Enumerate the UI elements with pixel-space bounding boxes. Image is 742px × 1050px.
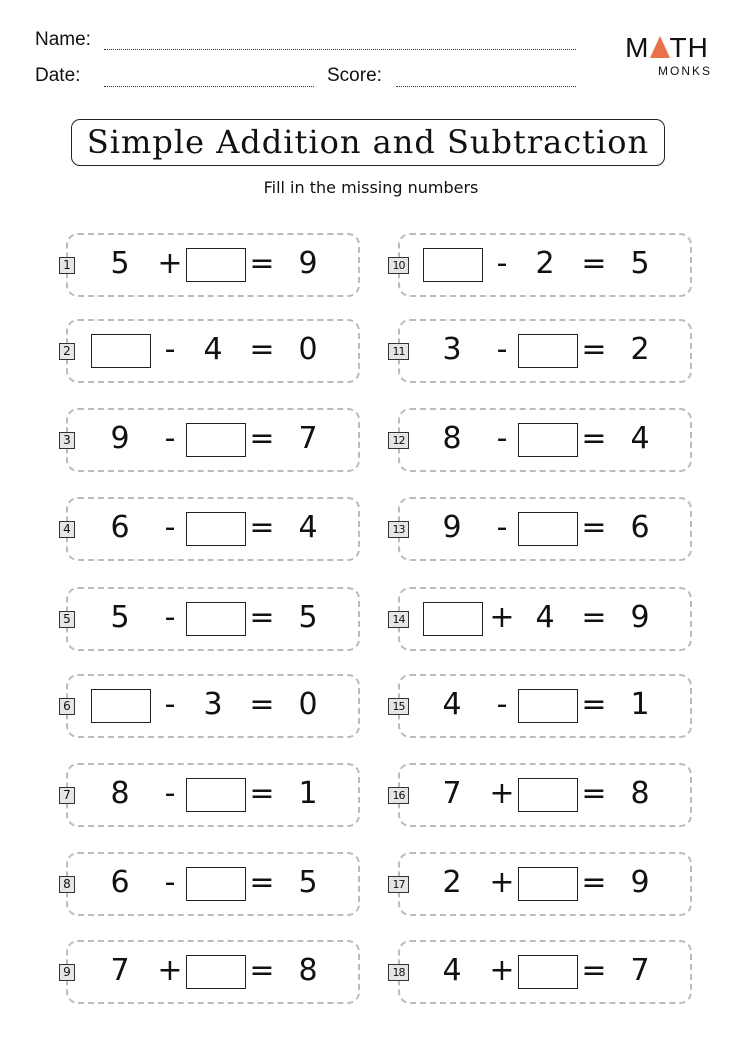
logo-text-monks: MONKS — [657, 64, 712, 78]
answer-box[interactable] — [518, 423, 578, 457]
answer-box[interactable] — [91, 334, 151, 368]
result: 5 — [298, 865, 318, 900]
date-field[interactable] — [104, 86, 314, 87]
operator: - — [496, 246, 508, 281]
operator: - — [164, 332, 176, 367]
problem-number: 14 — [388, 611, 409, 628]
answer-box[interactable] — [518, 512, 578, 546]
operand-a: 7 — [110, 953, 130, 988]
answer-box[interactable] — [186, 512, 246, 546]
problem-number: 8 — [59, 876, 75, 893]
problem-number: 13 — [388, 521, 409, 538]
answer-box[interactable] — [423, 248, 483, 282]
problem-number: 3 — [59, 432, 75, 449]
problem-number: 16 — [388, 787, 409, 804]
operand-a: 9 — [442, 510, 462, 545]
operator: - — [496, 510, 508, 545]
answer-box[interactable] — [186, 955, 246, 989]
logo-text-th: TH — [669, 32, 709, 63]
problem-number: 1 — [59, 257, 75, 274]
result: 2 — [630, 332, 650, 367]
operator: - — [164, 510, 176, 545]
operand-a: 3 — [442, 332, 462, 367]
equals-sign: = — [249, 332, 275, 367]
operand-a: 6 — [110, 510, 130, 545]
operator: + — [157, 246, 183, 281]
answer-box[interactable] — [186, 423, 246, 457]
answer-box[interactable] — [518, 689, 578, 723]
result: 9 — [630, 600, 650, 635]
operand-a: 8 — [110, 776, 130, 811]
answer-box[interactable] — [518, 867, 578, 901]
operand-a: 2 — [442, 865, 462, 900]
equals-sign: = — [249, 865, 275, 900]
answer-box[interactable] — [186, 248, 246, 282]
result: 9 — [298, 246, 318, 281]
operator: + — [489, 776, 515, 811]
date-label: Date: — [35, 65, 81, 86]
problem-number: 12 — [388, 432, 409, 449]
operator: - — [496, 421, 508, 456]
equals-sign: = — [249, 687, 275, 722]
answer-box[interactable] — [423, 602, 483, 636]
answer-box[interactable] — [186, 867, 246, 901]
problem-number: 6 — [59, 698, 75, 715]
math-monks-logo — [622, 34, 712, 78]
triangle-a-icon — [650, 36, 670, 58]
instructions: Fill in the missing numbers — [263, 178, 479, 197]
name-field[interactable] — [104, 49, 576, 50]
equals-sign: = — [581, 865, 607, 900]
operator: + — [157, 953, 183, 988]
operator: + — [489, 865, 515, 900]
problem-number: 9 — [59, 964, 75, 981]
result: 6 — [630, 510, 650, 545]
score-field[interactable] — [396, 86, 576, 87]
answer-box[interactable] — [518, 955, 578, 989]
operator: - — [164, 421, 176, 456]
result: 9 — [630, 865, 650, 900]
problem-number: 17 — [388, 876, 409, 893]
answer-box[interactable] — [518, 334, 578, 368]
operand-a: 4 — [442, 687, 462, 722]
answer-box[interactable] — [186, 602, 246, 636]
operand-a: 5 — [110, 600, 130, 635]
equals-sign: = — [249, 421, 275, 456]
equals-sign: = — [581, 953, 607, 988]
problem-number: 15 — [388, 698, 409, 715]
operand-b: 2 — [535, 246, 555, 281]
result: 7 — [298, 421, 318, 456]
result: 4 — [298, 510, 318, 545]
result: 8 — [298, 953, 318, 988]
problem-number: 7 — [59, 787, 75, 804]
answer-box[interactable] — [186, 778, 246, 812]
operator: + — [489, 600, 515, 635]
problem-number: 2 — [59, 343, 75, 360]
result: 7 — [630, 953, 650, 988]
page-title: Simple Addition and Subtraction — [71, 119, 665, 166]
operator: - — [164, 865, 176, 900]
operand-b: 4 — [535, 600, 555, 635]
equals-sign: = — [581, 687, 607, 722]
result: 1 — [630, 687, 650, 722]
equals-sign: = — [581, 246, 607, 281]
operand-a: 4 — [442, 953, 462, 988]
problem-number: 11 — [388, 343, 409, 360]
problem-number: 10 — [388, 257, 409, 274]
result: 8 — [630, 776, 650, 811]
equals-sign: = — [581, 421, 607, 456]
problem-number: 4 — [59, 521, 75, 538]
result: 1 — [298, 776, 318, 811]
result: 0 — [298, 332, 318, 367]
result: 4 — [630, 421, 650, 456]
result: 5 — [630, 246, 650, 281]
answer-box[interactable] — [91, 689, 151, 723]
equals-sign: = — [249, 776, 275, 811]
operand-a: 9 — [110, 421, 130, 456]
operator: - — [164, 687, 176, 722]
equals-sign: = — [249, 246, 275, 281]
logo-text-m: M — [625, 32, 650, 63]
equals-sign: = — [581, 510, 607, 545]
name-label: Name: — [35, 29, 91, 50]
answer-box[interactable] — [518, 778, 578, 812]
operator: + — [489, 953, 515, 988]
operand-a: 8 — [442, 421, 462, 456]
operator: - — [496, 332, 508, 367]
equals-sign: = — [249, 510, 275, 545]
operand-a: 7 — [442, 776, 462, 811]
equals-sign: = — [581, 332, 607, 367]
equals-sign: = — [581, 600, 607, 635]
equals-sign: = — [581, 776, 607, 811]
score-label: Score: — [327, 65, 382, 86]
operand-a: 5 — [110, 246, 130, 281]
equals-sign: = — [249, 953, 275, 988]
operator: - — [164, 600, 176, 635]
operator: - — [496, 687, 508, 722]
equals-sign: = — [249, 600, 275, 635]
operator: - — [164, 776, 176, 811]
operand-b: 4 — [203, 332, 223, 367]
result: 0 — [298, 687, 318, 722]
problem-number: 18 — [388, 964, 409, 981]
result: 5 — [298, 600, 318, 635]
operand-b: 3 — [203, 687, 223, 722]
problem-number: 5 — [59, 611, 75, 628]
operand-a: 6 — [110, 865, 130, 900]
